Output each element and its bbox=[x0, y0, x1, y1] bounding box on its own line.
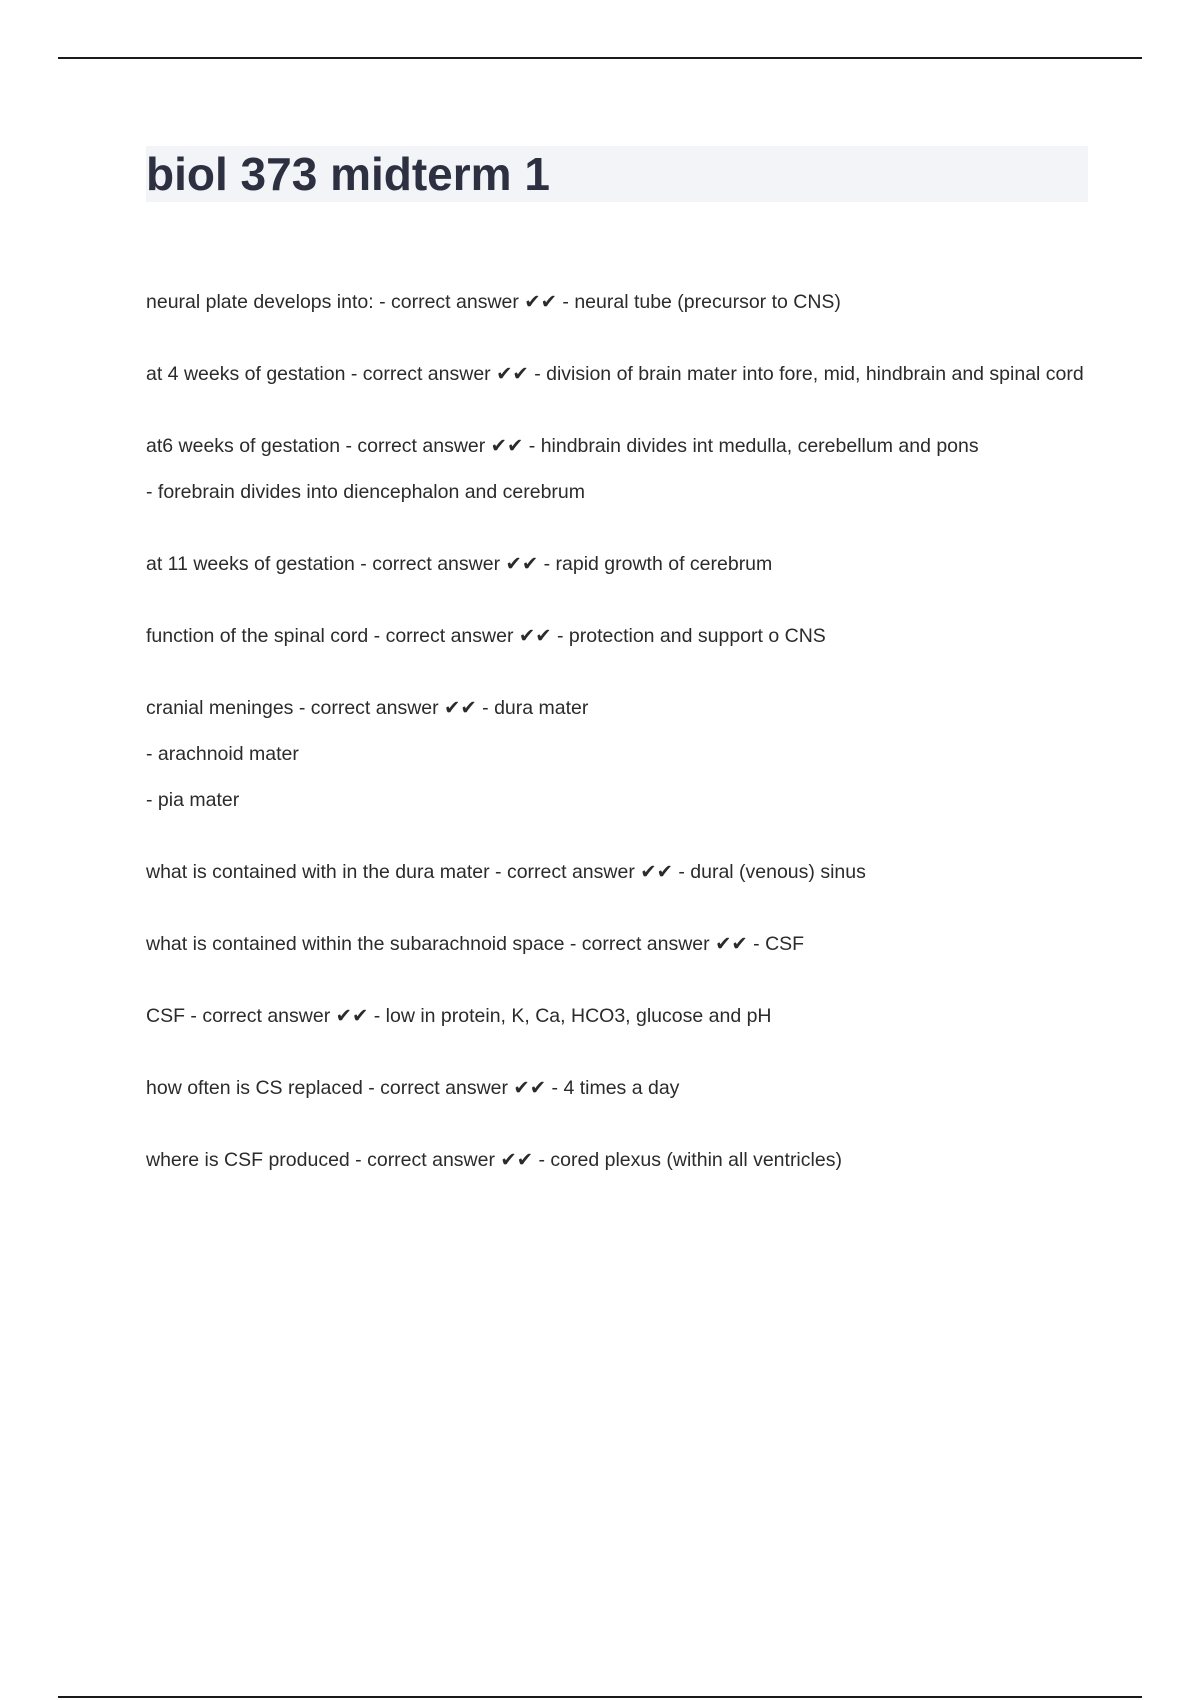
double-check-icon: ✔✔ bbox=[335, 1005, 369, 1027]
correct-answer-label: - correct answer bbox=[340, 435, 491, 457]
flashcard-line bbox=[146, 622, 1088, 650]
flashcard-line bbox=[146, 360, 1088, 388]
flashcard-entry bbox=[146, 360, 1088, 388]
flashcard-question: what is contained with in the dura mater bbox=[146, 861, 490, 883]
flashcard-entry bbox=[146, 858, 1088, 886]
flashcard-question: cranial meninges bbox=[146, 697, 294, 719]
flashcard-question: neural plate develops into: bbox=[146, 291, 374, 313]
double-check-icon: ✔✔ bbox=[640, 861, 673, 883]
correct-answer-label: - correct answer bbox=[349, 1149, 501, 1171]
correct-answer-label: - correct answer bbox=[489, 861, 641, 883]
flashcard-question: at 11 weeks of gestation bbox=[146, 553, 355, 575]
double-check-icon: ✔✔ bbox=[524, 291, 557, 313]
flashcard-question: how often is CS replaced bbox=[146, 1077, 363, 1099]
flashcard-question: at 4 weeks of gestation bbox=[146, 363, 346, 385]
flashcard-question: where is CSF produced bbox=[146, 1149, 350, 1171]
flashcard-answer: - protection and support o CNS bbox=[556, 625, 826, 647]
flashcard-line bbox=[146, 432, 1088, 460]
flashcard-answer: - dural (venous) sinus bbox=[678, 861, 866, 883]
page-title: biol 373 midterm 1 bbox=[146, 148, 550, 200]
double-check-icon: ✔✔ bbox=[513, 1077, 547, 1099]
flashcard-question: at6 weeks of gestation bbox=[146, 435, 341, 457]
flashcard-line bbox=[146, 1146, 1088, 1174]
flashcard-entry bbox=[146, 930, 1088, 958]
flashcard-entry bbox=[146, 1146, 1088, 1174]
flashcard-answer: - 4 times a day bbox=[551, 1077, 680, 1099]
double-check-icon: ✔✔ bbox=[500, 1149, 534, 1171]
flashcard-answer-continuation: - arachnoid mater bbox=[146, 743, 299, 765]
correct-answer-label: - correct answer bbox=[564, 933, 716, 955]
flashcard-line bbox=[146, 550, 1088, 578]
flashcard-entry bbox=[146, 694, 1088, 814]
flashcard-entry bbox=[146, 288, 1088, 316]
flashcard-answer: - division of brain mater into fore, mid, hindbrain and spinal cord bbox=[534, 363, 1084, 385]
flashcard-answer: - hindbrain divides int medulla, cerebellum and pons bbox=[528, 435, 979, 457]
flashcard-answer: - rapid growth of cerebrum bbox=[543, 553, 773, 575]
correct-answer-label: - correct answer bbox=[185, 1005, 336, 1027]
correct-answer-label: - correct answer bbox=[362, 1077, 514, 1099]
flashcard-line bbox=[146, 694, 1088, 722]
correct-answer-label: - correct answer bbox=[345, 363, 497, 385]
correct-answer-label: - correct answer bbox=[373, 291, 525, 313]
flashcard-answer: - low in protein, K, Ca, HCO3, glucose and pH bbox=[373, 1005, 772, 1027]
flashcard-entry bbox=[146, 550, 1088, 578]
double-check-icon: ✔✔ bbox=[505, 553, 539, 575]
top-rule bbox=[58, 57, 1142, 59]
flashcard-answer: - neural tube (precursor to CNS) bbox=[562, 291, 841, 313]
correct-answer-label: - correct answer bbox=[354, 553, 506, 575]
flashcard-line bbox=[146, 288, 1088, 316]
correct-answer-label: - correct answer bbox=[368, 625, 519, 647]
correct-answer-label: - correct answer bbox=[293, 697, 445, 719]
flashcard-question: what is contained within the subarachnoid space bbox=[146, 933, 565, 955]
title-band bbox=[146, 146, 1088, 202]
flashcard-line bbox=[146, 930, 1088, 958]
flashcard-answer-continuation: - pia mater bbox=[146, 789, 240, 811]
flashcard-entry bbox=[146, 1002, 1088, 1030]
double-check-icon: ✔✔ bbox=[518, 625, 552, 647]
flashcard-question: function of the spinal cord bbox=[146, 625, 369, 647]
flashcard-entry bbox=[146, 432, 1088, 506]
double-check-icon: ✔✔ bbox=[496, 363, 529, 385]
flashcard-answer: - CSF bbox=[753, 933, 805, 955]
flashcard-line bbox=[146, 1002, 1088, 1030]
flashcard-list bbox=[146, 288, 1088, 1218]
flashcard-entry bbox=[146, 1074, 1088, 1102]
flashcard-line bbox=[146, 858, 1088, 886]
flashcard-answer: - dura mater bbox=[482, 697, 589, 719]
flashcard-entry bbox=[146, 622, 1088, 650]
double-check-icon: ✔✔ bbox=[490, 435, 524, 457]
bottom-rule bbox=[58, 1696, 1142, 1698]
flashcard-question: CSF bbox=[146, 1005, 185, 1027]
flashcard-answer-continuation: - forebrain divides into diencephalon and cerebrum bbox=[146, 481, 586, 503]
double-check-icon: ✔✔ bbox=[715, 933, 748, 955]
flashcard-line bbox=[146, 1074, 1088, 1102]
double-check-icon: ✔✔ bbox=[444, 697, 477, 719]
flashcard-answer: - cored plexus (within all ventricles) bbox=[538, 1149, 842, 1171]
